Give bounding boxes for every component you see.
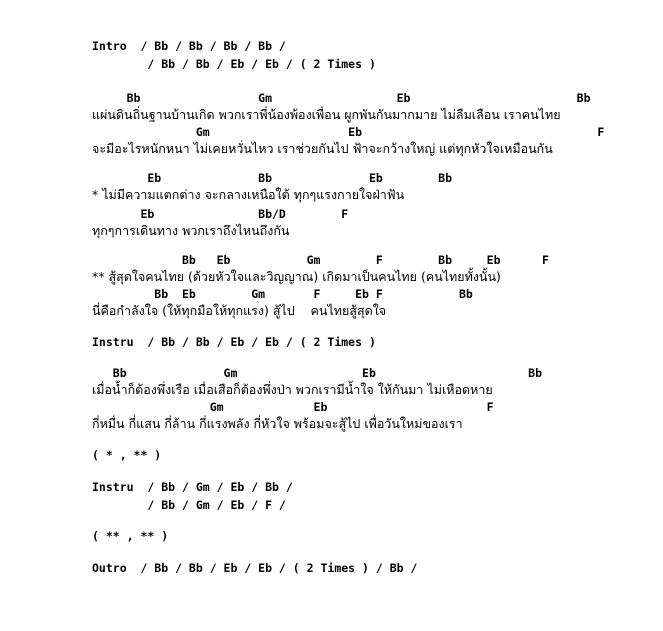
chorus-star-lyrics-2: ทุกๆการเดินทาง พวกเราถึงไหนถึงกัน xyxy=(92,223,290,238)
verse1-chords-1: Bb Gm Eb Bb xyxy=(92,91,591,105)
repeat-marker-2: ( ** , ** ) xyxy=(92,529,169,543)
chorus-doublestar-chords-1: Bb Eb Gm F Bb Eb F xyxy=(92,253,549,267)
chorus-star-chords-2: Eb Bb/D F xyxy=(92,207,349,221)
repeat-marker-1: ( * , ** ) xyxy=(92,448,162,462)
intro-line-1: Intro / Bb / Bb / Bb / Bb / xyxy=(92,39,286,53)
verse1-chords-2: Gm Eb F xyxy=(92,125,605,139)
instru2-line-1: Instru / Bb / Gm / Eb / Bb / xyxy=(92,480,293,494)
chorus-doublestar-lyrics-2: นี่คือกำลังใจ (ให้ทุกมือให้ทุกแรง) สู้ไป คนไทยสู้สุดใจ xyxy=(92,303,387,318)
instru1-line-1: Instru / Bb / Bb / Eb / Eb / ( 2 Times ) xyxy=(92,335,376,349)
chorus-doublestar-lyrics-1: ** สู้สุดใจคนไทย (ด้วยหัวใจและวิญญาณ) เกิดมาเป็นคนไทย (คนไทยทั้งนั้น) xyxy=(92,269,501,284)
verse1-lyrics-1: แผ่นดินถิ่นฐานบ้านเกิด พวกเราพี่น้องพ้องเพื่อน ผูกพันกันมากมาย ไม่ลืมเลือน เราคนไทย xyxy=(92,107,561,122)
instru2-line-2: / Bb / Gm / Eb / F / xyxy=(92,498,286,512)
verse2-lyrics-2: กี่หมื่น กี่แสน กี่ล้าน กี่แรงพลัง กี่หัวใจ พร้อมจะสู้ไป เพื่อวันใหม่ของเรา xyxy=(92,416,463,431)
verse2-chords-2: Gm Eb F xyxy=(92,400,494,414)
verse2-chords-1: Bb Gm Eb Bb xyxy=(92,366,543,380)
verse1-lyrics-2: จะมีอะไรหนักหนา ไม่เคยหวั่นไหว เราช่วยกันไป ฟ้าจะกว้างใหญ่ แต่ทุกหัวใจเหมือนกัน xyxy=(92,141,553,156)
chorus-star-lyrics-1: * ไม่มีความแตกต่าง จะกลางเหนือใต้ ทุกๆแรงกายใจฝ่าฟัน xyxy=(92,187,405,202)
intro-line-2: / Bb / Bb / Eb / Eb / ( 2 Times ) xyxy=(92,57,376,71)
outro-line-1: Outro / Bb / Bb / Eb / Eb / ( 2 Times ) / Bb / xyxy=(92,561,418,575)
chorus-doublestar-chords-2: Bb Eb Gm F Eb F Bb xyxy=(92,287,473,301)
chorus-star-chords-1: Eb Bb Eb Bb xyxy=(92,171,453,185)
verse2-lyrics-1: เมื่อน้ำก็ต้องพึ่งเรือ เมื่อเสือก็ต้องพึ่งป่า พวกเรามีน้ำใจ ให้กันมา ไม่เหือดหาย xyxy=(92,382,493,397)
